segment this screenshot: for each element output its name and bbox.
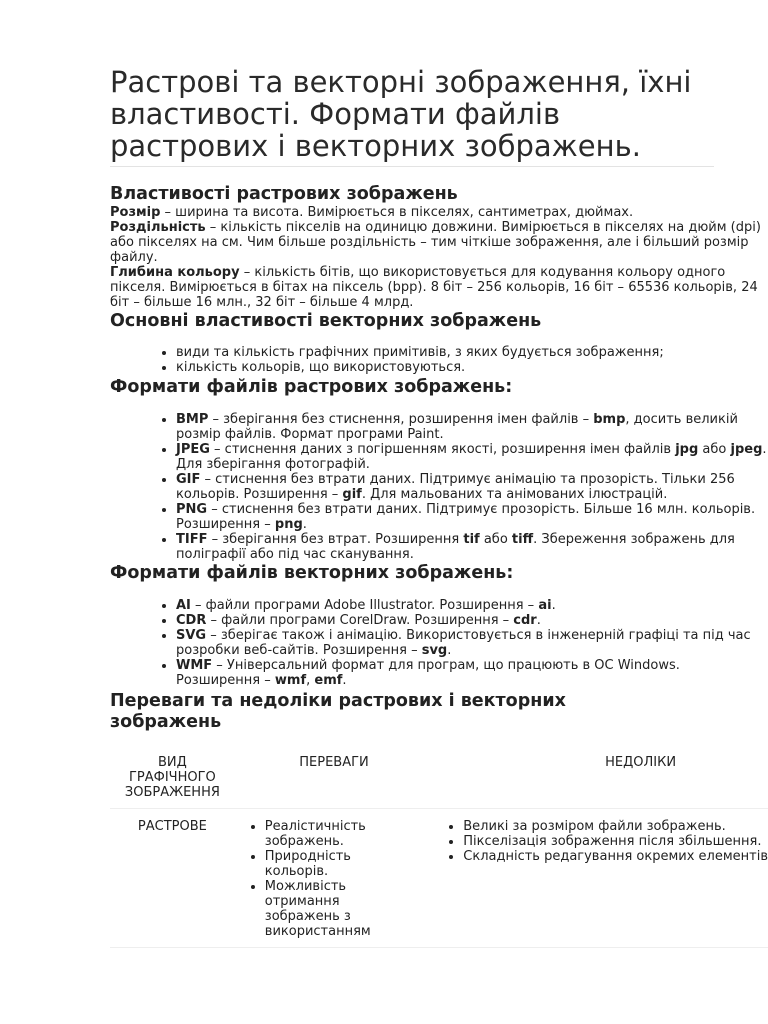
vector-formats-list — [110, 598, 768, 688]
raster-prop-resolution: Роздільність – кількість пікселів на одиницю довжини. Вимірюється в пікселях на дюйм (dpi) або пікселях на см. Чим більше роздільність – тим чіткіше зображення, але і більший розмір файлу. — [110, 220, 761, 265]
raster-props-heading: Властивості растрових зображень — [110, 184, 458, 204]
document-page — [110, 66, 768, 948]
vector-props-heading: Основні властивості векторних зображень — [110, 311, 542, 331]
row-pros — [235, 809, 433, 948]
raster-prop-color-depth: Глибина кольору – кількість бітів, що використовується для кодування кольору одного пікселя. Вимірюється в бітах на піксель (bpp). 8 біт – 256 кольорів, 16 біт – 65536 кольорів, 24 біт – більше 16 млн., 32 біт – більше 4 млрд. — [110, 265, 758, 310]
format-item-ai: • AI – файли програми Adobe Illustrator. Розширення – ai. — [176, 598, 768, 613]
list-item: • Пікселізація зображення після збільшення. — [463, 834, 768, 849]
list-item: • Складність редагування окремих елементів — [463, 849, 768, 864]
format-item-cdr: • CDR – файли програми CorelDraw. Розширення – cdr. — [176, 613, 768, 628]
page-title: Растрові та векторні зображення, їхні властивості. Формати файлів растрових і векторних зображень. — [110, 66, 714, 167]
format-item-bmp: • BMP – зберігання без стиснення, розширення імен файлів – bmp, досить великій розмір файлів. Формат програми Paint. — [176, 412, 768, 442]
list-item: • види та кількість графічних примітивів, з яких будується зображення; — [176, 345, 768, 360]
list-item: • кількість кольорів, що використовуються. — [176, 360, 768, 375]
format-item-tiff: • TIFF – зберігання без втрат. Розширення tif або tiff. Збереження зображень для поліграфії або під час сканування. — [176, 532, 768, 562]
table-row — [110, 809, 768, 948]
list-item: • Великі за розміром файли зображень. — [463, 819, 768, 834]
header-pros: ПЕРЕВАГИ — [235, 755, 433, 809]
comparison-heading: Переваги та недоліки растрових і векторних зображень — [110, 691, 566, 732]
row-type-raster: РАСТРОВЕ — [110, 809, 235, 948]
list-item: • Реалістичність зображень. — [265, 819, 413, 849]
header-cons: НЕДОЛІКИ — [433, 755, 768, 809]
format-item-jpeg: • JPEG – стиснення даних з погіршенням якості, розширення імен файлів jpg або jpeg. Для зберігання фотографій. — [176, 442, 768, 472]
list-item: • Можливість отримання зображень з використанням — [265, 879, 413, 939]
header-type: ВИД ГРАФІЧНОГО ЗОБРАЖЕННЯ — [110, 755, 235, 809]
format-item-png: • PNG – стиснення без втрати даних. Підтримує прозорість. Більше 16 млн. кольорів. Розширення – png. — [176, 502, 768, 532]
format-item-wmf: • WMF – Універсальний формат для програм, що працюють в ОС Windows. Розширення – wmf, emf. — [176, 658, 768, 688]
raster-prop-size: Розмір – ширина та висота. Вимірюється в пікселях, сантиметрах, дюймах. — [110, 205, 634, 220]
format-item-svg: • SVG – зберігає також і анімацію. Використовується в інженерній графіці та під час розробки веб-сайтів. Розширення – svg. — [176, 628, 768, 658]
table-header-row — [110, 755, 768, 809]
vector-props-list — [110, 345, 768, 375]
raster-formats-heading: Формати файлів растрових зображень: — [110, 377, 513, 397]
vector-formats-heading: Формати файлів векторних зображень: — [110, 563, 514, 583]
row-cons — [433, 809, 768, 948]
comparison-table — [110, 755, 768, 948]
format-item-gif: • GIF – стиснення без втрати даних. Підтримує анімацію та прозорість. Тільки 256 кольорів. Розширення – gif. Для мальованих та анімованих ілюстрацій. — [176, 472, 768, 502]
raster-formats-list — [110, 412, 768, 562]
list-item: • Природність кольорів. — [265, 849, 413, 879]
